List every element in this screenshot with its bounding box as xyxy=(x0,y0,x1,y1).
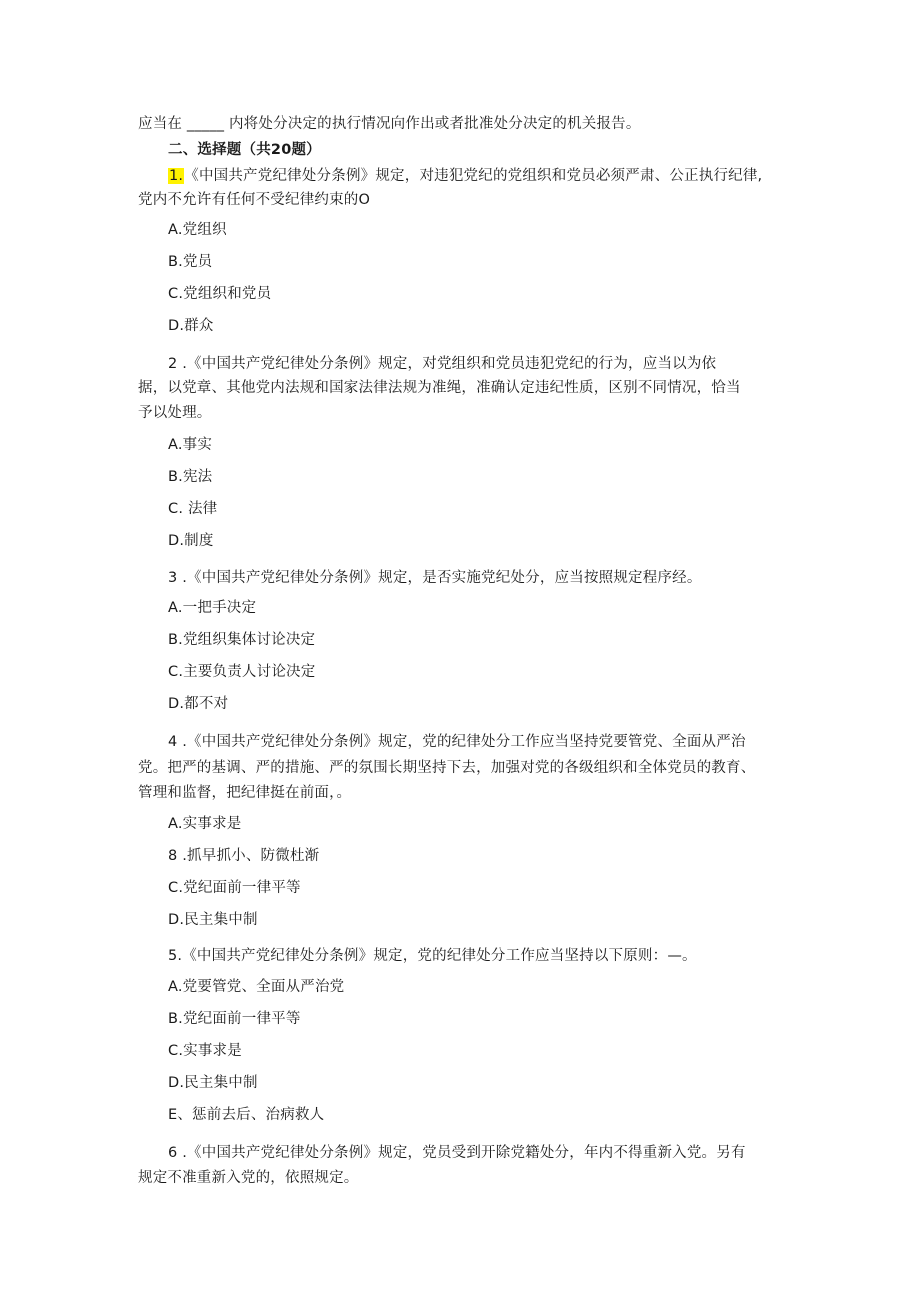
question-4-option-b: 8 .抓早抓小、防微杜渐 xyxy=(168,848,320,864)
question-3-option-c: C.主要负责人讨论决定 xyxy=(168,664,316,680)
question-5-line-1: 5.《中国共产党纪律处分条例》规定，党的纪律处分工作应当坚持以下原则：—。 xyxy=(168,948,697,964)
question-1-option-a: A.党组织 xyxy=(168,222,227,238)
question-6-line-1: 6 .《中国共产党纪律处分条例》规定，党员受到开除党籍处分，年内不得重新入党。另有 xyxy=(168,1145,746,1161)
question-2-line-1: 2 .《中国共产党纪律处分条例》规定，对党组织和党员违犯党纪的行为，应当以为依 xyxy=(168,356,717,372)
question-4-line-2: 党。把严的基调、严的措施、严的氛围长期坚持下去，加强对党的各级组织和全体党员的教育、 xyxy=(138,760,756,776)
question-4-option-a: A.实事求是 xyxy=(168,816,242,832)
question-4-line-3: 管理和监督，把纪律挺在前面，。 xyxy=(138,785,352,801)
question-5-option-b: B.党纪面前一律平等 xyxy=(168,1011,301,1027)
question-4-line-1: 4 .《中国共产党纪律处分条例》规定，党的纪律处分工作应当坚持党要管党、全面从严治 xyxy=(168,734,746,750)
question-1-line-1: 1.《中国共产党纪律处分条例》规定，对违犯党纪的党组织和党员必须严肃、公正执行纪律, xyxy=(169,168,763,184)
question-5-option-d: D.民主集中制 xyxy=(168,1075,258,1091)
question-6-line-2: 规定不准重新入党的，依照规定。 xyxy=(138,1170,359,1186)
question-1-option-d: D.群众 xyxy=(168,318,214,334)
question-1-option-b: B.党员 xyxy=(168,254,213,270)
question-1-option-c: C.党组织和党员 xyxy=(168,286,272,302)
question-5-option-c: C.实事求是 xyxy=(168,1043,242,1059)
question-3-line-1: 3 .《中国共产党纪律处分条例》规定，是否实施党纪处分，应当按照规定程序经。 xyxy=(168,570,702,586)
question-3-option-b: B.党组织集体讨论决定 xyxy=(168,632,316,648)
question-2-option-a: A.事实 xyxy=(168,437,213,453)
question-4-option-c: C.党纪面前一律平等 xyxy=(168,880,301,896)
question-2-option-d: D.制度 xyxy=(168,533,214,549)
question-1-number: 1. xyxy=(169,168,184,184)
intro-line: 应当在 _____ 内将处分决定的执行情况向作出或者批准处分决定的机关报告。 xyxy=(138,116,641,132)
question-4-option-d: D.民主集中制 xyxy=(168,912,258,928)
question-2-option-b: B.宪法 xyxy=(168,469,213,485)
question-3-option-a: A.一把手决定 xyxy=(168,600,257,616)
question-3-option-d: D.都不对 xyxy=(168,696,229,712)
question-5-option-e: E、惩前去后、治病救人 xyxy=(168,1107,325,1123)
question-5-option-a: A.党要管党、全面从严治党 xyxy=(168,979,345,995)
question-1-line-2: 党内不允许有任何不受纪律约束的O xyxy=(138,192,371,208)
question-2-line-3: 予以处理。 xyxy=(138,405,212,421)
section-title: 二、选择题（共20题） xyxy=(168,142,321,158)
question-2-option-c: C. 法律 xyxy=(168,501,218,517)
question-2-line-2: 据，以党章、其他党内法规和国家法律法规为准绳，准确认定违纪性质，区别不同情况，恰当 xyxy=(138,380,741,396)
